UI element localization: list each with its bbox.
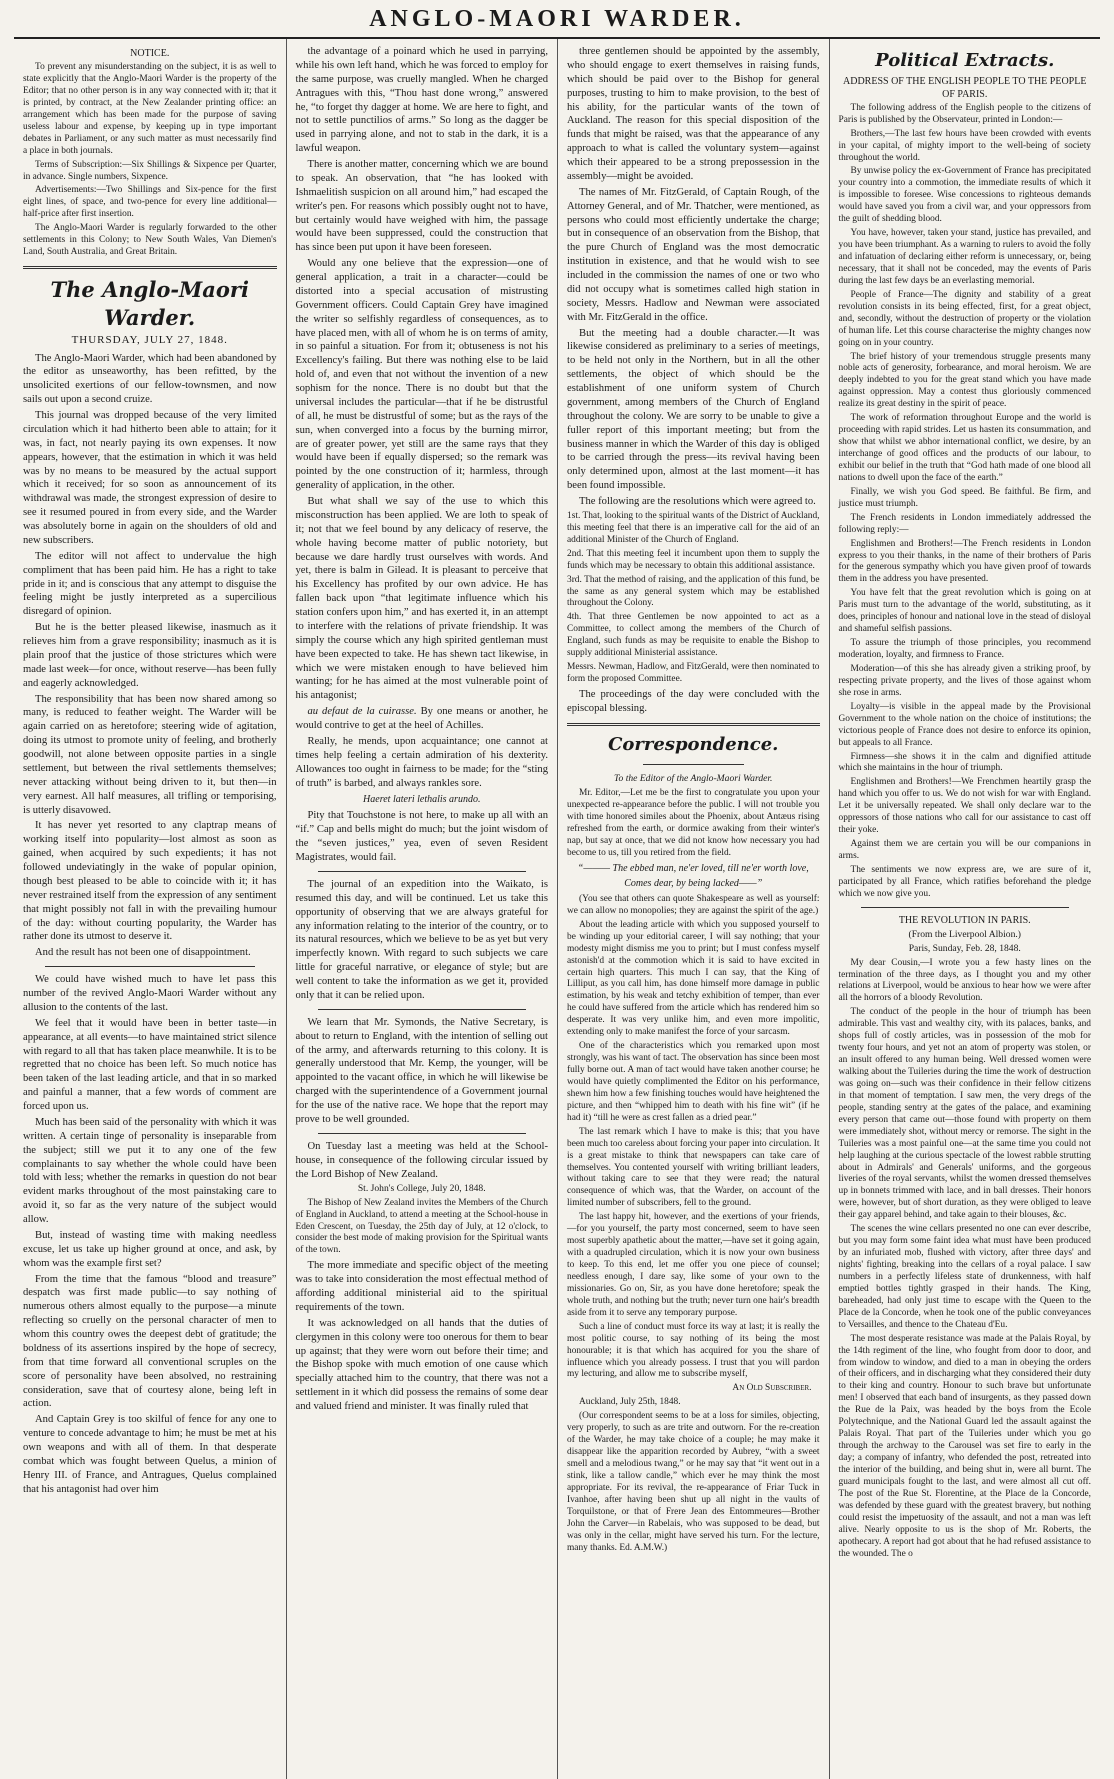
editorial-paragraph: But what shall we say of the use to which this misconstruction has been applied. We are loth to speak of it; not that we feel bound by any delicacy of reserve, the whole having become matter of public notoriety, but because we dare hardly trust ourselves with words. And yet, there is balm in Gilead. It is pleasant to perceive that his Excellency has profited by our own advice. He has fallen back upon “that legitimate influence which his station confers upon him,” and has exerted it, in an attempt to interfere with the relations of private friendship. It was simply the course which any high spirited gentleman must have been expected to take. He has shewn tact likewise, in which we were mistaken enough to have believed him wanting; for he has aimed at the most vulnerable point of his antagonist; [295,496,548,702]
letter-paragraph: The last happy hit, however, and the exertions of your friends,—for you yourself, the party most concerned, seem to have seen most superbly apathetic about the matter,—have set it going again, with a quadrupled circulation, which it is now your own business to keep. To this end, let me offer you one piece of counsel; needless enough, I dare say, like some of your own to the missionaries. Go on, Sir, as you have done heretofore; speak the whole truth, and nothing but the truth; never turn one hair's breadth aside from it to serve any temporary purpose. [567,1212,820,1318]
editorial-paragraph: There is another matter, concerning which we are bound to speak. An observation, that “he has looked with Ishmaelitish suspicion on all around him,” had escaped the writer's pen. For reasons which possibly ought not to have, but certainly would have weighed with him, the passage would have been suppressed, could the construction that has since been put upon it have been foreseen. [295,159,548,254]
revolution-dateline: Paris, Sunday, Feb. 28, 1848. [908,943,1021,955]
reply-paragraph: To assure the triumph of those principles, you recommend moderation, loyalty, and firmness to France. [838,638,1091,661]
editorial-paragraph: Really, he mends, upon acquaintance; one cannot at times help feeling a certain admiration of his dexterity. Allowances too ought in fairness to be made; for the “sting of truth” is barbed, and always rankles sore. [295,735,548,789]
address-paragraph: The brief history of your tremendous struggle presents many noble acts of generosity, forbearance, and moral heroism. We are deeply indebted to you for the great stand which you have made against oppression. May a contest thus gloriously commenced realize its great destiny in the spirit of peace. [838,351,1091,410]
french-phrase: au defaut de la cuirasse. [307,706,417,718]
editorial-paragraph: The Anglo-Maori Warder, which had been abandoned by the editor as unseaworthy, has been refitted, by the unsolicited exertions of our fellow-townsmen, and now sails out upon a second cruize. [23,352,277,406]
editor-note: (Our correspondent seems to be at a loss for similes, objecting, very properly, to such as are trite and outworn. For the re-creation of the Warder, he may take choice of a couple; he may make it disappear like the apparition recorded by Aubrey, “with a sweet smell and a melodious twang,” or he may say that “it went out in a stink, like a tallow candle,” which ever he may think the most appropriate. For its revival, the re-appearance of Friar Tuck in Ivanhoe, after having been shut up all night in the vaults of Torquilstone, or that of Frere Jean des Entommeures—Brother John the Carver—in Rabelais, who was supposed to be dead, but was only in the cellar, might have served his turn. For the lecture, many thanks. Ed. A.M.W.) [567,1411,820,1553]
editorial-paragraph: This journal was dropped because of the very limited circulation which it had hitherto been able to attain; for it was, in fact, not nearly paying its own expenses. It now appears, however, that the estimation in which it was held was by no means to be measured by the actual support which it received; for so soon as announcement of its withdrawal was made, the strongest expression of desire to see it resumed poured in from every side, and the Warder was absolutely borne in again on the shoulders of old and new subscribers. [23,410,277,546]
letter-paragraph: (You see that others can quote Shakespeare as well as yourself: we can allow no monopolies; they are against the spirit of the age.) [567,893,820,916]
terms-of-subscription: Terms of Subscription:—Six Shillings & Sixpence per Quarter, in advance. Single numbers, Sixpence. [23,159,277,182]
forwarding-notice: The Anglo-Maori Warder is regularly forwarded to the other settlements in this Colony; to New South Wales, Van Diemen's Land, South Australia, and Great Britain. [23,223,277,258]
address-heading: ADDRESS OF THE ENGLISH PEOPLE TO THE PEOPLE OF PARIS. [843,75,1087,100]
editorial-paragraph: It was acknowledged on all hands that the duties of clergymen in this colony were too onerous for them to bear up against; that they were worn out before their time; and the Bishop spoke with much emotion of one cause which specially attached him to the country, that there was not a settlement in it which did possess the remains of some dear and valued friend and minister. It was finally ruled that [295,1317,548,1413]
letter-paragraph: My dear Cousin,—I wrote you a few hasty lines on the termination of the three days, as I thought you and my other relations at Liverpool, would be anxious to hear how we were after all the horrors of a bloody Revolution. [838,957,1091,1004]
letter-signature: An Old Subscriber. [732,1383,812,1394]
resolution-item: 2nd. That this meeting feel it incumbent upon them to supply the funds which may be necessary to obtain this additional assistance. [567,548,820,571]
editorial-paragraph: The responsibility that has been now shared among so many, is reduced to feather weight. The Warder will be again carried on as heretofore; steering wide of agitation, doing its utmost to promote unity of feeling, and brotherly goodwill, not alone between opposite parties in a single settlement, but between the rival settlements themselves; never attacking without being driven to it, but then—in very earnest. All half measures, all trifling or temporising, is utterly disavowed. [23,693,277,816]
resolution-item: 1st. That, looking to the spiritual wants of the District of Auckland, this meeting feel that there is an imperative call for the aid of an additional Minister of the Church of England. [567,510,820,545]
circular-body: The Bishop of New Zealand invites the Members of the Church of England in Auckland, to attend a meeting at the School-house in Eden Crescent, on Tuesday, the 25th day of July, at 12 o'clock, to consider the best mode of making provision for the Spiritual wants of the town. [295,1197,548,1256]
masthead: ANGLO-MAORI WARDER. [14,0,1100,39]
editorial-paragraph: the advantage of a poinard which he used in parrying, while his own left hand, which he was forced to employ for the same purpose, was cruelly mangled. When he charged Antragues with this, “Thou hast done wrong,” answered he, “to forget thy dagger at home. We are here to fight, and not to settle punctilios of arms.” So long as the dagger be used in parrying alone, and not to stab in the dark, it is a lawful weapon. [295,46,548,155]
letter-paragraph: The conduct of the people in the hour of triumph has been admirable. This vast and wealthy city, with its palaces, banks, and shops full of costly articles, was in possession of the mob for twenty four hours, and yet not an atom of property was stolen, or an insult offered to any human being. Well dressed women were walking about the Tuileries during the time the work of destruction was going on—such was their confidence in their fellow citizens in that moment of temptation. I saw men, the very dregs of the people, standing sentry at the gates of the palace, and examining every person that came out—those found with property on them were immediately shot, without mercy or remorse. The sight in the Tuileries was a most painful one—at the same time you could not help laughing at the curious spectacle of the lowest rabble strutting about in Admirals' and Generals' uniforms, and the gorgeous liveries of the royal servants, whilst the women dressed themselves up in bonnets trimmed with lace, and in ball dresses. Their honors were, however, but of short duration, as they were obliged to leave their gay apparel behind, and take again to their blouses, &c. [838,1007,1091,1221]
verse-line: Comes dear, by being lacked——” [624,878,763,890]
editorial-paragraph: Much has been said of the personality with which it was written. A certain tinge of personality is inseparable from the subject; still we put it to any one of the few complainants to say whether the whole could have been told with less; whether the remarks in question do not bear evident marks throughout of the most painstaking care to avoid it, so far as the very nature of the subject would allow. [23,1116,277,1225]
editorial-paragraph: But he is the better pleased likewise, inasmuch as it relieves him from a grave responsibility; inasmuch as it is plain proof that the justice of those strictures which were made last week—for once, without reserve—has been fully and eagerly acknowledged. [23,622,277,689]
editorial-paragraph: We could have wished much to have let pass this number of the revived Anglo-Maori Warder without any allusion to the contents of the last. [23,974,277,1013]
editorial-paragraph: On Tuesday last a meeting was held at the School-house, in consequence of the following circular issued by the Lord Bishop of New Zealand. [295,1140,548,1180]
letter-dateline: Auckland, July 25th, 1848. [579,1397,681,1408]
divider [23,266,277,269]
paper-title: The Anglo-Maori Warder. [50,277,249,330]
letter-paragraph: The scenes the wine cellars presented no one can ever describe, but you may form some faint idea what must have been produced by an infuriated mob, flushed with victory, after three days' and nights' fighting, breaking into the cellars of a royal palace. I saw numbers in a perfectly lifeless state of drunkenness, with half emptied bottles tightly grasped in their hands. The King, bareheaded, had only just time to escape with the Queen to the Place de la Concorde, when he took one of the public conveyances to Versailles, and thence to the Chateau d'Eu. [838,1224,1091,1330]
letter-paragraph: Mr. Editor,—Let me be the first to congratulate you upon your unexpected re-appearance before the public. I will not trouble you with time honored similes about the Phoenix, about Antæus rising refreshed from the earth, or dormice awaking from their winter's nap, but say at once, that we did not know how necessary you had become to us, till you retired from the field. [567,787,820,858]
divider [861,907,1070,908]
letter-paragraph: Such a line of conduct must force its way at last; it is really the most politic course, to say nothing of its being the most honourable; it is that which has acquired for you the share of influence which you already possess. I trust that you will pardon my lecturing, and allow me to subscribe myself, [567,1321,820,1380]
address-paragraph: Brothers,—The last few hours have been crowded with events in your capital, of mighty import to the well-being of society throughout the world. [838,128,1091,163]
revolution-heading: THE REVOLUTION IN PARIS. [898,914,1031,926]
reply-paragraph: Against them we are certain you will be our companions in arms. [838,839,1091,862]
divider [567,723,820,726]
notice-body: To prevent any misunderstanding on the subject, it is as well to state explicitly that the Anglo-Maori Warder is the property of the Editor; that no other person is in any way connected with it; that it is printed, by contract, at the New Zealander printing office: an arrangement which has been made for the purpose of saving useless labour and expense, by keeping up in type important debates in Parliament, or any such matter as must necessarily find a place in both journals. [23,62,277,156]
column-container [14,39,1100,1779]
divider [318,1009,527,1010]
letter-address: To the Editor of the Anglo-Maori Warder. [614,773,773,785]
resolution-item: 4th. That three Gentlemen be now appointed to act as a Committee, to collect among the members of the Church of England, such funds as may be requisite to enable the Bishop to supply additional Ministerial assistance. [567,612,820,659]
reply-paragraph: Englishmen and Brothers!—We Frenchmen heartily grasp the hand which you offer to us. We do not wish for war with England. Let it be universally repeated. We shall only declare war to the oppressors of those nations who call for our assistance to cast off their yoke. [838,777,1091,836]
column-3 [557,39,829,1779]
editorial-paragraph: Pity that Touchstone is not here, to make up all with an “if.” Cap and bells might do much; but the joint wisdom of the “seven justices,” yea, even of seven Resident Magistrates, would fail. [295,810,548,864]
resolution-item: Messrs. Newman, Hadlow, and FitzGerald, were then nominated to form the proposed Committee. [567,662,820,685]
editorial-paragraph: The proceedings of the day were concluded with the episcopal blessing. [567,689,820,714]
editorial-paragraph: Would any one believe that the expression—one of general application, a trait in a character—could be distorted into a special accusation of mistrusting Government officers. Could Captain Grey have imagined the writer so selfishly regardless of consequences, as to have placed men, with all of whom he is on terms of amity, in so painful a situation. For from it; obtuseness is not his Excellency's failing. But there was nothing else to be laid hold of, and even that not without the invention of a new sophism for the nonce. There is no doubt but that the universal includes the particular—that if he be distrustful of all, he must be distrustful of some; but as the rays of the sun, when converged into a focus by the burning mirror, are of greater power, yet still are the same rays that they would have been if equally dispersed; so the remark was pointed by the one construction of it; harmless, through generality of application, in the other. [295,258,548,492]
editorial-paragraph: three gentlemen should be appointed by the assembly, who should engage to exert themselves in raising funds, which should be paid over to the Bishop for general purposes, trusting to him to make provision, to the best of his ability, for the particular wants of the town of Auckland. The reason for this special disposition of the funds that might be raised, was that the appearance of any approach to what is called the voluntary system—against which their appeared to be a strong prepossession in the assembly—might be avoided. [567,46,820,182]
address-intro: The following address of the English people to the citizens of Paris is published by the Observateur, printed in London:— [838,102,1091,125]
editorial-paragraph: And the result has not been one of disappointment. [35,947,251,959]
resolutions-list [567,511,820,686]
letter-paragraph: The last remark which I have to make is this; that you have been much too careless about forcing your paper into circulation. It is a great mistake to think that newspapers can take care of themselves. You contented yourself with writing brilliant leaders, without taking care to see that they were read; the natural consequence of which was, that the Warder, on account of the limited number of subscribers, fell to the ground. [567,1126,820,1209]
reply-paragraph: You have felt that the great revolution which is going on at Paris must turn to the advantage of the world, substituting, as it does, principles of honour and national love in the stead of disloyal and shameful selfish passions. [838,588,1091,635]
editorial-paragraph: But, instead of wasting time with making needless excuse, let us take up higher ground at once, and ask, by whom was the example first set? [23,1229,277,1269]
column-4 [829,39,1101,1779]
latin-quote: Haeret lateri lethalis arundo. [363,794,481,806]
political-extracts-title: Political Extracts. [875,50,1055,71]
editorial-paragraph: We learn that Mr. Symonds, the Native Secretary, is about to return to England, with the intention of selling out of the army, and afterwards returning to this colony. It is generally understood that Mr. Kemp, the younger, will be appointed to the vacant office, in which he will likewise be charged with the superintendence of a Government journal for the use of the native race. We hope that the report may prove to be well grounded. [295,1016,548,1125]
letter-paragraph: The most desperate resistance was made at the Palais Royal, by the 14th regiment of the line, who fought from door to door, and from window to window, and died to a man in obeying the orders of their officers, and in discharging what they considered their duty to their king and country. Honour to such brave but unfortunate men! I observed that each band of insurgents, as they passed down the Rue de la Paix, was headed by the boys from the Ecole Polytechnique, and the National Guard led the assault against the Palais Royal. That part of the Tuileries under which you go through the archway to the Carousel was set fire to early in the day; a company of infantry, who defended the post, retreated into the interior of the building, and being shut in, were all burnt. The guard municipals fought to the last, and were almost all cut off. The post of the Rue St. Florentine, at the Place de la Concorde, was defended by these guard with the greatest bravery, but nothing could resist the impetuosity of the assault, and not a man was left alive. Nearly opposite to us is the shop of Mr. Roberts, the apothecary. A report had got about that he had refused assistance to the wounded. The o [838,1333,1091,1559]
divider [318,871,527,872]
editorial-paragraph: The editor will not affect to undervalue the high compliment that has been paid him. He has a right to take pride in it; and is conscious that any attempt to disguise the feeling might be justly interpreted as a supercilious disregard of opinion. [23,550,277,618]
reply-paragraph: Loyalty—is visible in the appeal made by the Provisional Government to the whole nation on the choice of institutions; the victorious people of France does not desire to enforce its opinion, but appeals to all France. [838,701,1091,748]
column-1 [14,39,286,1779]
editorial-paragraph: But the meeting had a double character.—It was likewise considered as preliminary to a series of meetings, to be held not only in the Northern, but in all the other settlements, the object of which should be the establishment of one uniform system of Church government, among members of the Church of England throughout the colony. We are sorry to be unable to give a fuller report of this important meeting; but from the business manner in which the Warder of this day is obliged to be carried through the press—its revival having been only determined upon, almost at the last moment—it has been found impossible. [567,327,820,492]
revolution-source: (From the Liverpool Albion.) [908,928,1021,940]
editorial-paragraph: The names of Mr. FitzGerald, of Captain Rough, of the Attorney General, and of Mr. Thatcher, were mentioned, as persons who could most efficiently undertake the charge; but in consequence of an observation from the Bishop, that the pure Church of England was the most democratic institution in existence, and that he would wish to see included in the commission the names of one or two who did not occupy what is sometimes called high station in society, Messrs. Hadlow and Newman were associated with Mr. FitzGerald in the office. [567,186,820,323]
editorial-paragraph: The journal of an expedition into the Waikato, is resumed this day, and will be continued. Let us take this opportunity of observing that we are always grateful for any information relating to the interior of the country, or to its natural resources, which we believe to be as yet but very imperfectly known. With regard to such subjects we care little for graceful narrative, or elegance of style; but are well content to take the information as we get it, provided only that it can be relied upon. [295,878,548,1001]
correspondence-title: Correspondence. [608,733,779,755]
paragraph-tail: By one means or another, he would contrive to get at the heel of Achilles. [295,706,548,731]
notice-heading: NOTICE. [130,48,170,59]
editorial-paragraph: The following are the resolutions which were agreed to. [579,496,816,507]
verse-line: “——— The ebbed man, ne'er loved, till ne'er worth love, [577,862,809,874]
reply-paragraph: Firmness—she shows it in the calm and dignified attitude which she maintains in the hour of triumph. [838,751,1091,774]
advertisement-rates: Advertisements:—Two Shillings and Six-pence for the first eight lines, of space, and two-pence for every line additional—half-price after first insertion. [23,185,277,220]
letter-paragraph: One of the characteristics which you remarked upon most strongly, was his want of tact. The observation has since been most fully borne out. A man of tact would have taken another course; he would have quietly complimented the Editor on his performance, shewn him how a few finishing touches would have heightened the picture, and then “whipped him to death with his fine wit” (if he had it) “till he were as crest fallen as a dried pear.” [567,1041,820,1123]
divider [643,764,744,765]
divider [45,966,255,967]
address-paragraph: By unwise policy the ex-Government of France has precipitated your country into a commotion, the immediate results of which it is impossible to foresee. Wise concessions to righteous demands would have saved you from a civil war, and your oppressors from the guilt of shedding blood. [838,166,1091,225]
editorial-paragraph: The more immediate and specific object of the meeting was to take into consideration the most effectual method of affording additional ministerial aid to the spiritual requirements of the town. [295,1260,548,1313]
editorial-paragraph: We feel that it would have been in better taste—in appearance, at all events—to have maintained strict silence with regard to all that has taken place meanwhile. It is to be regretted that no choice has been left. So much notice has been taken of the last leading article, and that in so marked and painful a manner, that a few words of comment are forced upon us. [23,1017,277,1112]
address-paragraph: The work of reformation throughout Europe and the world is proceeding with rapid strides. Let us hasten its consummation, and show that whilst we abhor international conflict, we desire, by an interchange of good offices and the products of our labour, to exhibit our belief in the truth that “God hath made of one blood all nations to dwell upon the face of the earth.” [838,413,1091,483]
divider [318,1133,527,1134]
address-paragraph: You have, however, taken your stand, justice has prevailed, and you have been triumphant. As a warning to rulers to avoid the folly and infatuation of declaring either reform is unnecessary, or, being necessary, that it shall not be conceded, may the events of Paris during the last few days be an everlasting memorial. [838,228,1091,286]
editorial-paragraph: It has never yet resorted to any claptrap means of working itself into popularity—lost almost as soon as gained, when acquired by such expedients; it has not followed undeviatingly in the wake of popular opinion, though best pleased to be able to coincide with it; it has never restrained itself from the expression of any sentiment that might possibly not fall in with the prevailing humour of the day: without courting popularity, the Warder has rather done its utmost to deserve it. [23,820,277,943]
editorial-paragraph: From the time that the famous “blood and treasure” despatch was first made public—to say nothing of numerous others almost equally to the purpose—a minute reflecting so cruelly on the personal character of men to whom this country owes the deepest debt of gratitude; the boldness of its assertions inspired by the hope of secrecy, from that time forward all conventional scruples on the score of personality have been absolved, no restraining consideration, save that of courtesy alone, being left in action. [23,1273,277,1410]
address-paragraph: People of France—The dignity and stability of a great revolution consists in its being effected, first, for a great object, and, secondly, without the destruction of property or the violation of human life. Let this course characterise the mighty changes now going on in your country. [838,289,1091,348]
letter-paragraph: About the leading article with which you supposed yourself to be winding up your editorial career, I will say nothing; that your modesty might dismiss me you to print; but I must confess myself astonish'd at the commotion which it is said to have excited in certain high quarters. This much I can say, that the King of Lilliput, as you call him, has done himself more damage in public estimation, by his weak and tetchy exhibition of temper, than ever he could have suffered from the article which has rendered him so desperate. It was very unlike him, and even more impolitic, extending only to make manifest the force of your sarcasm. [567,919,820,1038]
editorial-paragraph: And Captain Grey is too skilful of fence for any one to venture to concede advantage to him; he must be met at his own weapons and with all of them. In that desperate combat which was fought between Quelus, a minion of Henry III. of France, and Antragues, Quelus complained that his antagonist had over him [23,1414,277,1495]
column-2 [286,39,558,1779]
reply-paragraph: Moderation—of this she has already given a striking proof, by respecting private property, and the lives of those against whom she rose in arms. [838,663,1091,698]
resolution-item: 3rd. That the method of raising, and the application of this fund, be the same as any general system which may be established throughout the Colony. [567,574,820,609]
editorial-paragraph [296,705,549,733]
address-paragraph: Finally, we wish you God speed. Be faithful. Be firm, and justice must triumph. [838,486,1091,509]
issue-date: THURSDAY, JULY 27, 1848. [71,334,228,347]
circular-heading: St. John's College, July 20, 1848. [357,1183,486,1195]
address-paragraph: The French residents in London immediately addressed the following reply:— [838,512,1091,535]
reply-paragraph: The sentiments we now express are, we are sure of it, participated by all France, which ratifies beforehand the pledge which we now give you. [838,864,1091,899]
reply-paragraph: Englishmen and Brothers!—The French residents in London express to you their thanks, in the name of their brothers of Paris for the generous sympathy which you have given proof of towards them in the address you have presented. [838,538,1091,585]
